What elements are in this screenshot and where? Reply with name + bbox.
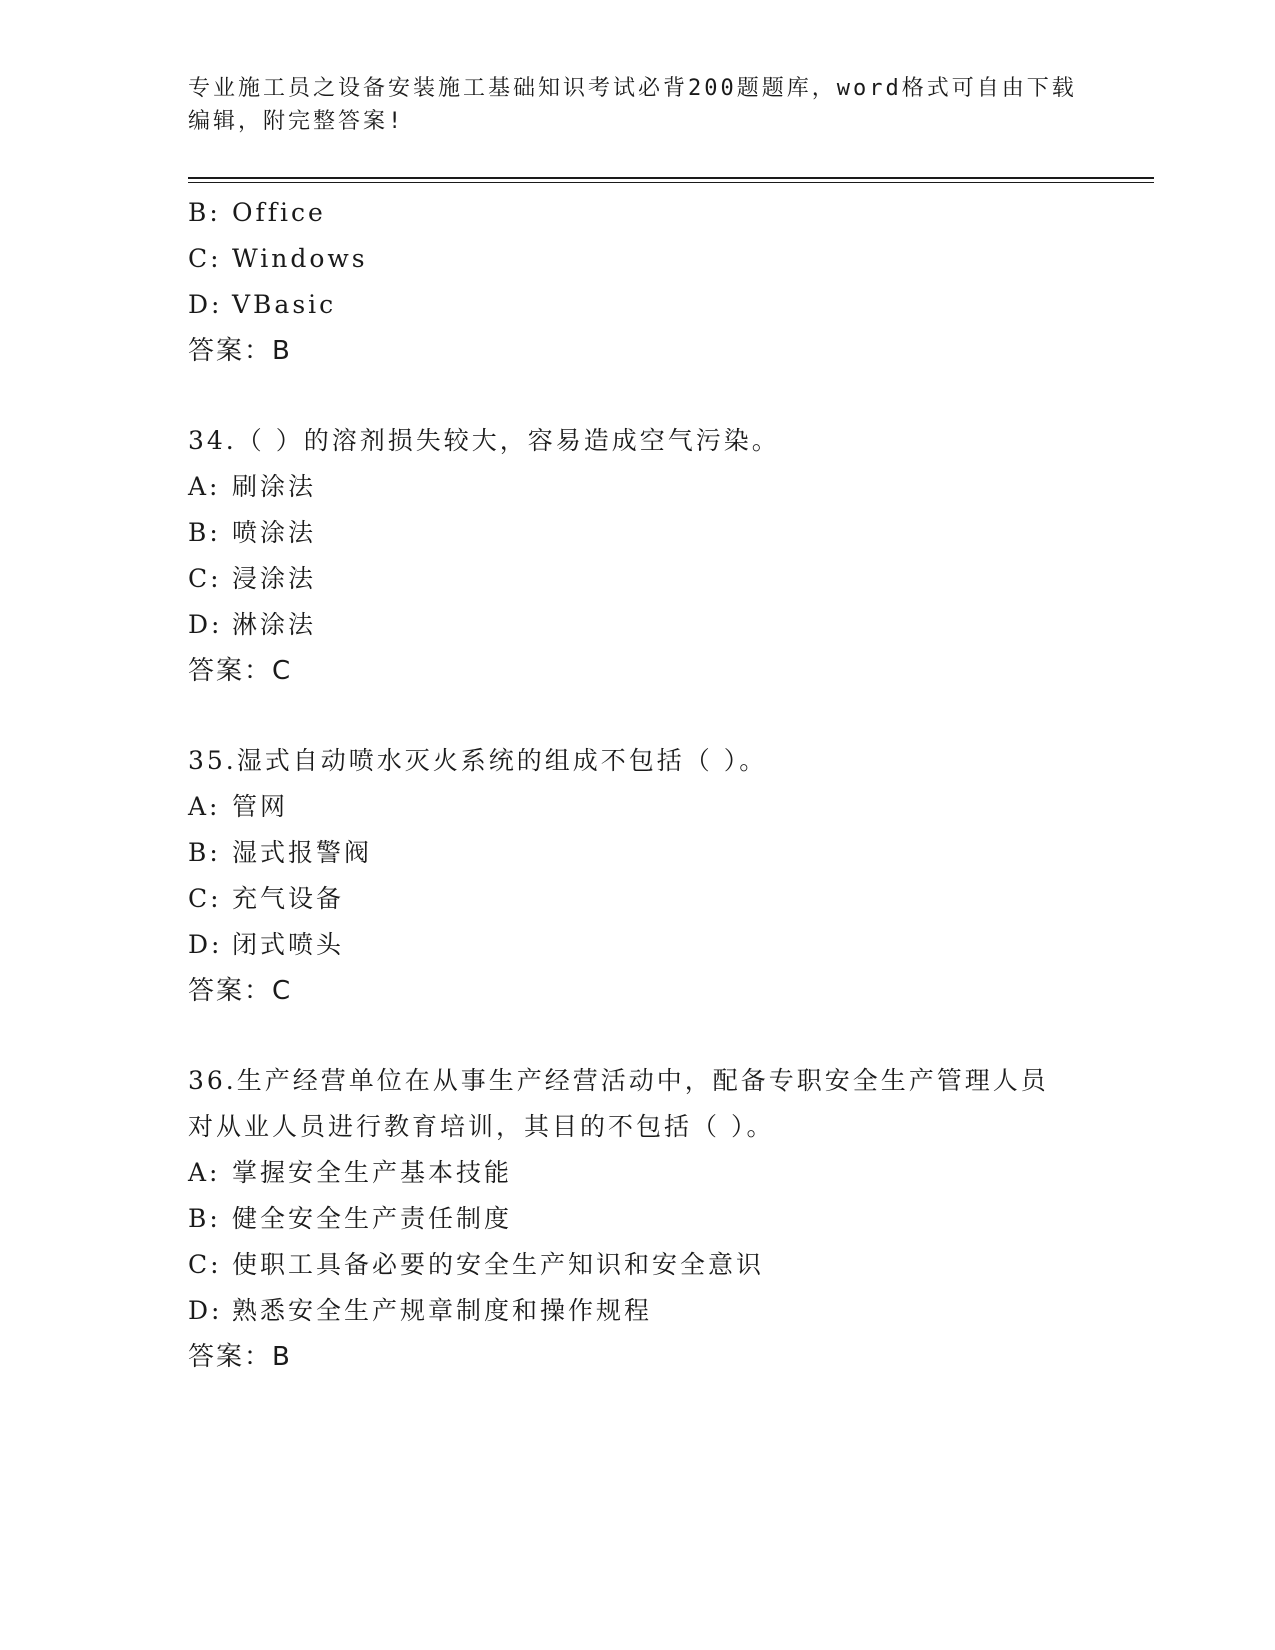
question-text: 34.（ ）的溶剂损失较大，容易造成空气污染。 bbox=[188, 426, 780, 455]
question-block bbox=[188, 418, 1088, 694]
option-text: 充气设备 bbox=[232, 884, 345, 913]
answer-line: 答案：C bbox=[188, 656, 293, 686]
option-text: 浸涂法 bbox=[232, 564, 317, 593]
option-label: D: bbox=[188, 290, 223, 319]
option-label: C: bbox=[188, 1250, 222, 1279]
question-block bbox=[188, 190, 1088, 374]
option-label: D: bbox=[188, 1296, 223, 1325]
option-text: VBasic bbox=[232, 290, 337, 319]
option-label: B: bbox=[188, 518, 221, 547]
option-label: B: bbox=[188, 838, 221, 867]
option-text: 闭式喷头 bbox=[232, 930, 345, 959]
question-text: 36.生产经营单位在从事生产经营活动中，配备专职安全生产管理人员对从业人员进行教育培训，其目的不包括（ ）。 bbox=[188, 1066, 1049, 1141]
option-label: C: bbox=[188, 884, 222, 913]
option-label: D: bbox=[188, 930, 223, 959]
option-item bbox=[188, 876, 1088, 922]
option-label: A: bbox=[188, 792, 221, 821]
option-item bbox=[188, 1242, 1088, 1288]
option-item bbox=[188, 464, 1088, 510]
question-list bbox=[188, 190, 1088, 1424]
option-item bbox=[188, 190, 1088, 236]
option-text: Windows bbox=[232, 244, 368, 273]
option-item bbox=[188, 556, 1088, 602]
option-text: 使职工具备必要的安全生产知识和安全意识 bbox=[232, 1250, 765, 1279]
question-block bbox=[188, 738, 1088, 1014]
option-text: 管网 bbox=[232, 792, 289, 821]
question-block bbox=[188, 1058, 1088, 1380]
option-item bbox=[188, 510, 1088, 556]
option-text: 淋涂法 bbox=[232, 610, 317, 639]
option-label: A: bbox=[188, 472, 221, 501]
answer-line: 答案：C bbox=[188, 976, 293, 1006]
option-item bbox=[188, 1288, 1088, 1334]
option-text: 湿式报警阀 bbox=[232, 838, 373, 867]
question-text: 35.湿式自动喷水灭火系统的组成不包括（ ）。 bbox=[188, 746, 768, 775]
option-item bbox=[188, 282, 1088, 328]
option-item bbox=[188, 236, 1088, 282]
option-text: Office bbox=[232, 198, 326, 227]
option-item bbox=[188, 922, 1088, 968]
option-text: 喷涂法 bbox=[232, 518, 317, 547]
header-divider bbox=[188, 177, 1154, 183]
option-text: 健全安全生产责任制度 bbox=[232, 1204, 513, 1233]
option-item bbox=[188, 784, 1088, 830]
answer-line: 答案：B bbox=[188, 1342, 292, 1372]
option-text: 掌握安全生产基本技能 bbox=[232, 1158, 513, 1187]
option-label: D: bbox=[188, 610, 223, 639]
answer-line: 答案：B bbox=[188, 336, 292, 366]
document-title: 专业施工员之设备安装施工基础知识考试必背200题题库，word格式可自由下载编辑，附完整答案! bbox=[188, 76, 1077, 134]
option-item bbox=[188, 602, 1088, 648]
option-label: A: bbox=[188, 1158, 221, 1187]
option-item bbox=[188, 1196, 1088, 1242]
option-item bbox=[188, 830, 1088, 876]
page-header bbox=[188, 72, 1088, 138]
option-item bbox=[188, 1150, 1088, 1196]
option-label: C: bbox=[188, 564, 222, 593]
option-text: 刷涂法 bbox=[232, 472, 317, 501]
option-label: B: bbox=[188, 1204, 221, 1233]
option-text: 熟悉安全生产规章制度和操作规程 bbox=[232, 1296, 653, 1325]
option-label: C: bbox=[188, 244, 222, 273]
option-label: B: bbox=[188, 198, 221, 227]
